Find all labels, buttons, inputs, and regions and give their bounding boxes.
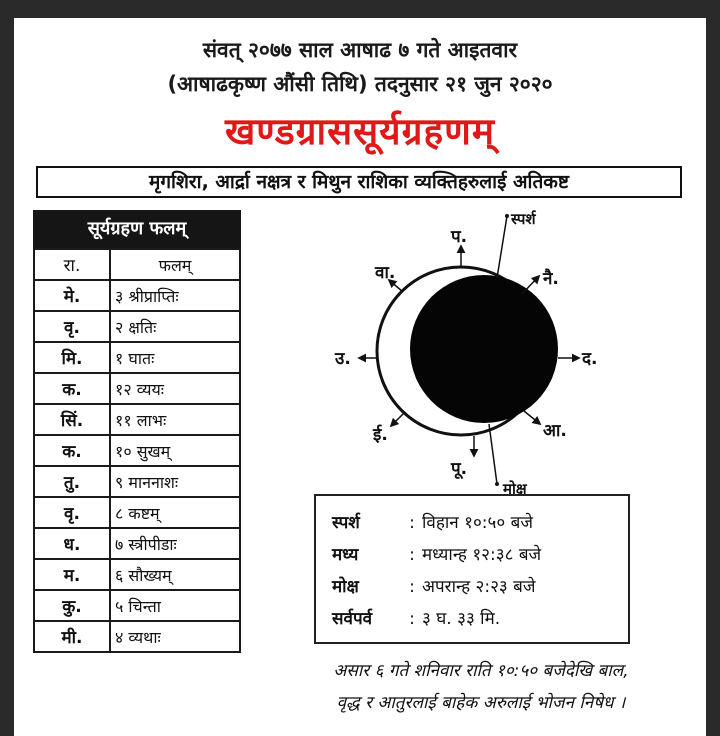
rashi-cell: वृ.	[34, 311, 110, 342]
rashi-cell: वृ.	[34, 497, 110, 528]
timing-label: स्पर्श	[332, 513, 360, 533]
rashi-cell: क.	[34, 435, 110, 466]
moon-disc	[410, 275, 558, 423]
table-header-row	[34, 249, 240, 280]
table-row	[34, 435, 240, 466]
table-title: सूर्यग्रहण फलम्	[33, 210, 241, 248]
dir-pa-label: प.	[451, 227, 468, 247]
timing-row: मोक्ष : अपरान्ह २:२३ बजे	[332, 574, 536, 597]
phal-cell: १० सुखम्	[110, 435, 240, 466]
arrow-ii	[391, 413, 404, 426]
phal-cell: ४ व्यथाः	[110, 621, 240, 652]
sparsha-dot	[505, 214, 509, 218]
moksha-dot	[495, 482, 499, 486]
timing-row: स्पर्श : विहान १०:५० बजे	[332, 510, 533, 533]
table-row	[34, 311, 240, 342]
phal-cell: ३ श्रीप्राप्तिः	[110, 280, 240, 311]
rashi-cell: क.	[34, 373, 110, 404]
timing-value: ३ घ. ३३ मि.	[422, 609, 501, 629]
tithi-line: (आषाढकृष्ण औंसी तिथि) तदनुसार २१ जुन २०२०	[167, 72, 553, 96]
phal-cell: ११ लाभः	[110, 404, 240, 435]
col-header-phal: फलम्	[110, 249, 240, 280]
moksha-line	[489, 424, 497, 484]
note-line-2: वृद्ध र आतुरलाई बाहेक अरुलाई भोजन निषेध ।	[336, 693, 626, 713]
phal-cell: ५ चिन्ता	[110, 590, 240, 621]
phal-cell: १ घातः	[110, 342, 240, 373]
table-row	[34, 621, 240, 652]
rashi-cell: कु.	[34, 590, 110, 621]
sparsha-label: स्पर्श	[511, 210, 536, 228]
timing-box	[314, 494, 630, 644]
dir-pu-label: पू.	[451, 459, 468, 479]
table-row	[34, 497, 240, 528]
col-header-rashi: रा.	[34, 249, 110, 280]
table-row	[34, 466, 240, 497]
rashi-cell: सिं.	[34, 404, 110, 435]
dir-da-label: द.	[582, 349, 598, 369]
dir-ii-label: ई.	[373, 425, 388, 445]
eclipse-notice	[14, 18, 706, 736]
phal-cell: ७ स्त्रीपीडाः	[110, 528, 240, 559]
phal-cell: २ क्षतिः	[110, 311, 240, 342]
table-row	[34, 373, 240, 404]
arrow-aa	[524, 411, 540, 424]
page-title: खण्डग्राससूर्यग्रहणम्	[225, 109, 495, 153]
timing-value: अपरान्ह २:२३ बजे	[422, 577, 536, 597]
table-row	[34, 342, 240, 373]
phal-cell: ९ माननाशः	[110, 466, 240, 497]
rashi-cell: मी.	[34, 621, 110, 652]
table-row	[34, 559, 240, 590]
timing-label: सर्वपर्व	[332, 609, 373, 629]
rashi-cell: तु.	[34, 466, 110, 497]
arrow-nai	[522, 276, 539, 294]
timing-label: मध्य	[332, 545, 359, 565]
phal-cell: ६ सौख्यम्	[110, 559, 240, 590]
rashi-cell: मे.	[34, 280, 110, 311]
dir-nai-label: नै.	[543, 269, 559, 289]
rashi-cell: म.	[34, 559, 110, 590]
moksha-label: मोक्ष	[503, 480, 527, 498]
rashi-cell: मि.	[34, 342, 110, 373]
eclipse-diagram	[329, 208, 609, 498]
note-line-1: असार ६ गते शनिवार राति १०:५० बजेदेखि बाल,	[333, 661, 629, 681]
timing-value: मध्यान्ह १२:३८ बजे	[422, 545, 542, 565]
dir-va-label: वा.	[375, 263, 396, 283]
timing-row: सर्वपर्व : ३ घ. ३३ मि.	[332, 606, 500, 629]
table-row	[34, 280, 240, 311]
sparsha-line	[497, 216, 507, 278]
table-row	[34, 590, 240, 621]
dir-u-label: उ.	[335, 349, 351, 369]
table-row	[34, 404, 240, 435]
phal-cell: १२ व्ययः	[110, 373, 240, 404]
rashi-cell: ध.	[34, 528, 110, 559]
timing-label: मोक्ष	[332, 577, 359, 597]
timing-row: मध्य : मध्यान्ह १२:३८ बजे	[332, 542, 541, 565]
timing-value: विहान १०:५० बजे	[422, 513, 533, 533]
rashi-result-table	[33, 248, 241, 653]
dir-aa-label: आ.	[543, 421, 567, 441]
date-line: संवत् २०७७ साल आषाढ ७ गते आइतवार	[202, 38, 518, 62]
warning-banner: मृगशिरा, आर्द्रा नक्षत्र र मिथुन राशिका व्यक्तिहरुलाई अतिकष्ट	[36, 166, 682, 198]
phal-cell: ८ कष्टम्	[110, 497, 240, 528]
table-row	[34, 528, 240, 559]
